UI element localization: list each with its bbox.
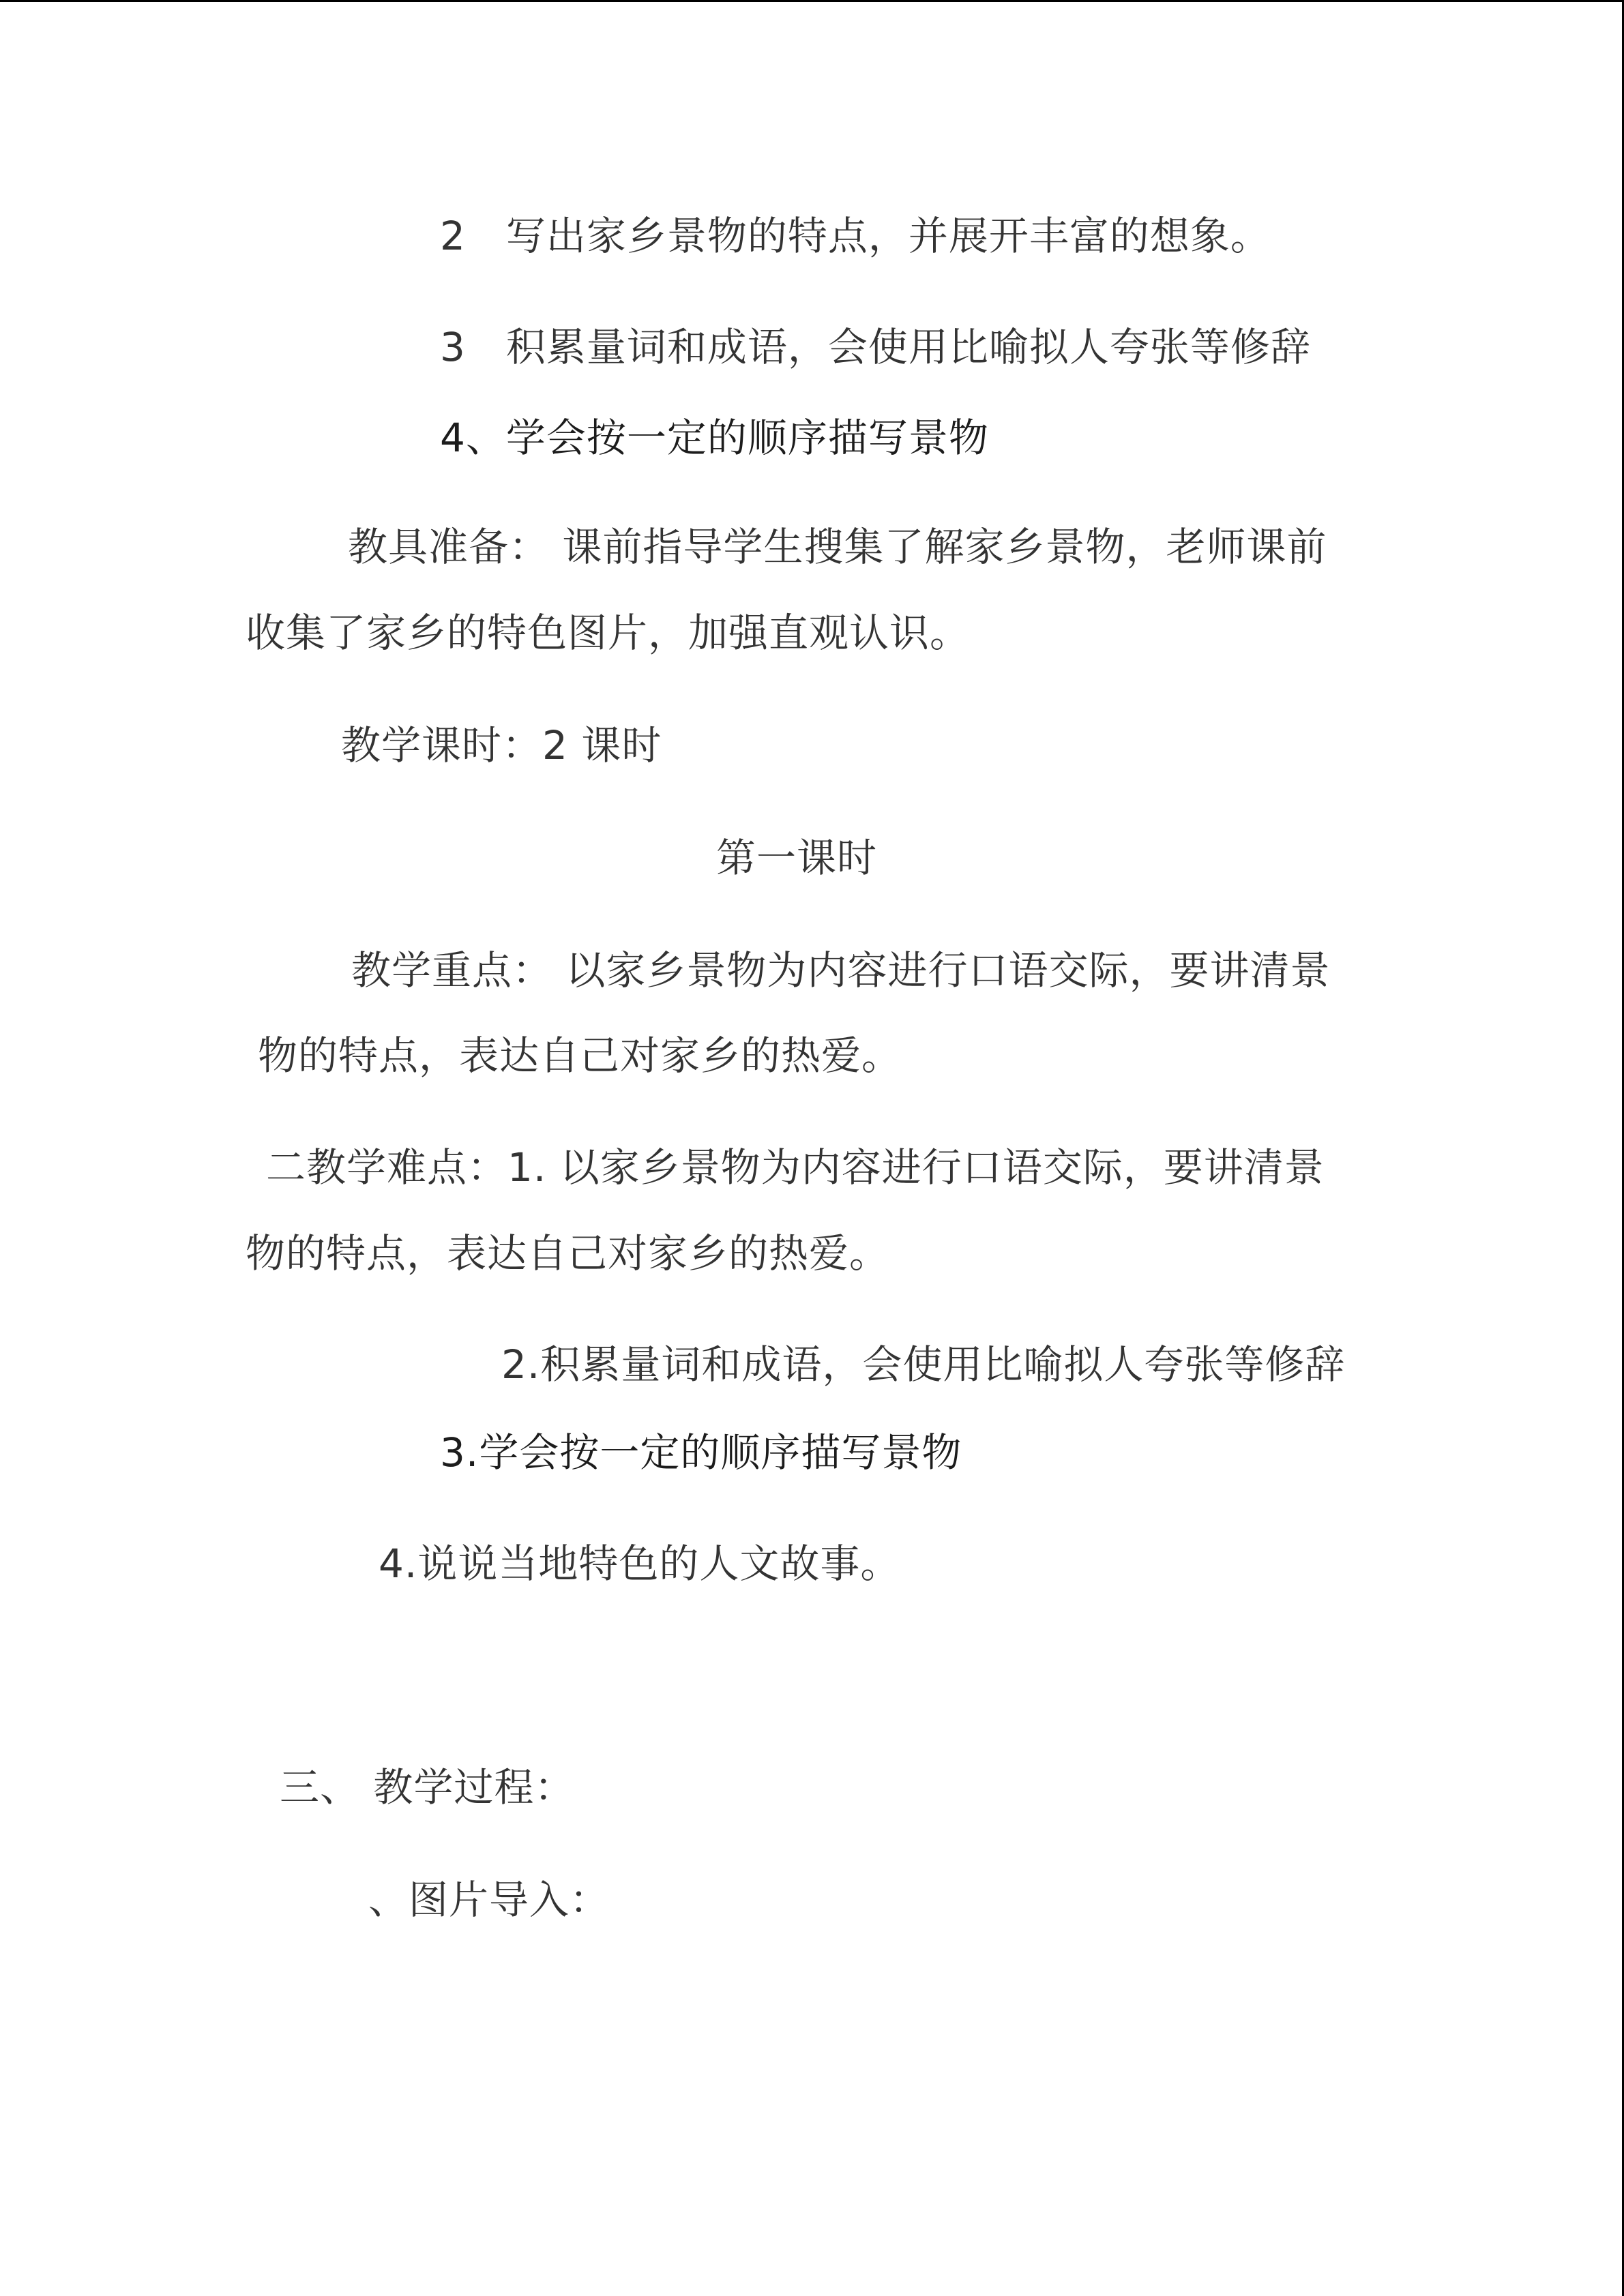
objective-2: 2 写出家乡景物的特点，并展开丰富的想象。	[440, 213, 1271, 259]
class-hours: 教学课时：2 课时	[341, 722, 662, 769]
difficulty-2: 2.积累量词和成语，会使用比喻拟人夸张等修辞	[501, 1341, 1346, 1388]
difficulty-4: 4.说说当地特色的人文故事。	[379, 1540, 901, 1587]
teaching-aids-line-1: 教具准备： 课前指导学生搜集了解家乡景物，老师课前	[348, 524, 1327, 570]
objective-3: 3 积累量词和成语，会使用比喻拟人夸张等修辞	[440, 324, 1311, 370]
teaching-aids-line-2: 收集了家乡的特色图片，加强直观认识。	[246, 610, 971, 656]
picture-intro-heading: 、图片导入：	[368, 1877, 610, 1923]
page-border-top	[0, 0, 1624, 2]
key-points-line-1: 教学重点： 以家乡景物为内容进行口语交际，要讲清景	[351, 947, 1331, 994]
section-title-first-lesson: 第一课时	[716, 835, 878, 881]
key-points-line-2: 物的特点，表达自己对家乡的热爱。	[258, 1032, 902, 1079]
difficulty-3: 3.学会按一定的顺序描写景物	[440, 1429, 962, 1476]
teaching-process-heading: 三、 教学过程：	[280, 1764, 575, 1810]
objective-4: 4、学会按一定的顺序描写景物	[440, 415, 989, 461]
difficulties-line-2: 物的特点，表达自己对家乡的热爱。	[246, 1230, 890, 1277]
difficulties-line-1: 二教学难点：1. 以家乡景物为内容进行口语交际，要讲清景	[266, 1144, 1325, 1191]
